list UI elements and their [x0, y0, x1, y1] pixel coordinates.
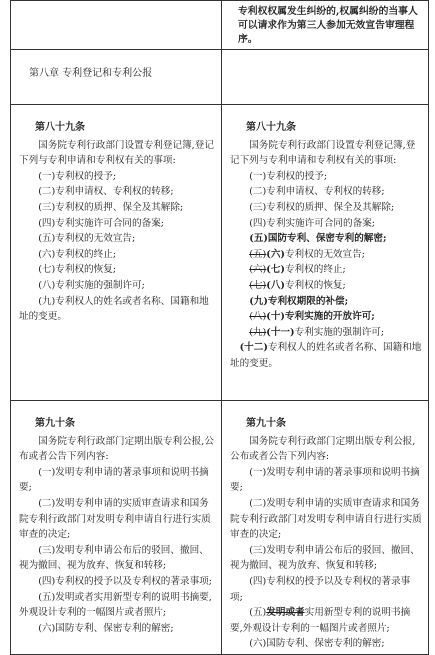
- list-item: (一)专利权的授予;: [249, 170, 328, 182]
- list-item: (六)国防专利、保密专利的解密;: [249, 638, 385, 650]
- list-item: (二)发明专利申请的实质审查请求和国务院专利行政部门对发明专利申请自行进行实质审查的决定;: [230, 497, 422, 541]
- article-intro: 国务院专利行政部门定期出版专利公报,公布或者公告下列内容:: [19, 435, 214, 463]
- deleted-number: (六): [249, 264, 267, 276]
- article-90-left: [11, 401, 222, 655]
- article-intro: 国务院专利行政部门定期出版专利公报,公布或者公告下列内容:: [230, 435, 416, 463]
- inserted-item: (五)国防专利、保密专利的解密;: [249, 233, 387, 245]
- comparison-table: [10, 0, 429, 655]
- list-item: (一)发明专利申请的著录事项和说明书摘要;: [230, 466, 420, 494]
- list-item: (一)专利权的授予;: [38, 170, 117, 182]
- new-number: (十一): [266, 326, 295, 338]
- list-item: (八)专利实施的强制许可;: [38, 279, 145, 291]
- list-item: (九)专利权人的姓名或者名称、国籍和地址的变更。: [19, 295, 209, 323]
- new-number: (六): [266, 248, 285, 260]
- inserted-item: (九)专利权期限的补偿;: [249, 295, 349, 307]
- list-item: (五)发明或者实用新型专利的说明书摘要,外观设计专利的一幅图片或者照片;: [19, 591, 212, 619]
- deleted-number: (九): [249, 326, 267, 338]
- chapter-left-cell: [11, 50, 222, 105]
- list-item: (七)专利权的恢复;: [38, 264, 117, 276]
- top-right-cell: [222, 1, 429, 50]
- list-item: (一)发明专利申请的著录事项和说明书摘要;: [19, 466, 209, 494]
- list-item: [230, 278, 422, 294]
- list-item: (三)发明专利申请公布后的驳回、撤回、视为撤回、视为放弃、恢复和转移;: [230, 544, 420, 572]
- list-item: (四)专利实施许可合同的备案;: [249, 217, 376, 229]
- list-item: [230, 605, 422, 636]
- list-item: (三)专利权的质押、保全及其解除;: [249, 201, 395, 213]
- list-item: (四)专利权的授予以及专利权的著录事项;: [38, 575, 212, 587]
- article-intro: 国务院专利行政部门设置专利登记簿,登记下列与专利申请和专利权有关的事项:: [230, 139, 416, 167]
- new-number: (十): [266, 311, 285, 323]
- list-item: (五)专利权的无效宣告;: [38, 233, 136, 245]
- item-text: 专利权的终止;: [284, 264, 346, 276]
- list-item: (三)发明专利申请公布后的驳回、撤回、视为撤回、视为放弃、恢复和转移;: [19, 544, 209, 572]
- article-89-right: [222, 105, 429, 401]
- deleted-number: (八): [249, 311, 267, 323]
- new-number: (八): [266, 279, 285, 291]
- list-item: (六)专利权的终止;: [38, 248, 117, 260]
- item-text: 专利权的恢复;: [284, 279, 346, 291]
- article-90-right: [222, 401, 429, 655]
- deleted-text: 发明或者: [266, 607, 305, 619]
- list-item: [230, 247, 422, 263]
- chapter-heading: 第八章 专利登记和专利公报: [29, 68, 153, 79]
- list-item: (六)国防专利、保密专利的解密;: [38, 622, 174, 634]
- chapter-right-cell: [222, 50, 429, 105]
- list-item: (四)专利实施许可合同的备案;: [38, 217, 165, 229]
- deleted-number: (五): [249, 248, 267, 260]
- item-text: 专利实施的强制许可;: [294, 326, 385, 338]
- list-item: [230, 325, 422, 341]
- item-text: 实用新型专利的说明书摘要,外观设计专利的一幅图片或者照片;: [230, 607, 411, 634]
- list-item: (三)专利权的质押、保全及其解除;: [38, 201, 184, 213]
- list-item: (二)发明专利申请的实质审查请求和国务院专利行政部门对发明专利申请自行进行实质审查的决定;: [19, 497, 211, 541]
- item-text: 专利权人的姓名或者名称、国籍和地址的变更。: [230, 342, 422, 369]
- new-number: (十二): [239, 342, 268, 354]
- list-item: (二)专利申请权、专利权的转移;: [38, 186, 174, 198]
- new-number: (七): [266, 264, 285, 276]
- article-title: 第九十条: [246, 418, 286, 429]
- article-title: 第八十九条: [246, 122, 296, 133]
- top-right-note: 专利权权属发生纠纷的,权属纠纷的当事人可以请求作为第三人参加无效宣告审理程序。: [238, 6, 418, 45]
- list-item: [230, 309, 422, 325]
- article-intro: 国务院专利行政部门设置专利登记簿,登记下列与专利申请和专利权有关的事项:: [19, 139, 214, 167]
- article-89-left: [11, 105, 222, 401]
- list-item: [230, 340, 422, 371]
- list-item: (二)专利申请权、专利权的转移;: [249, 186, 385, 198]
- item-text: 专利实施的开放许可;: [284, 311, 375, 323]
- list-item: (四)专利权的授予以及专利权的著录事项;: [230, 575, 411, 603]
- item-text: 专利权的无效宣告;: [284, 248, 365, 260]
- article-title: 第九十条: [35, 418, 75, 429]
- article-title: 第八十九条: [35, 122, 85, 133]
- top-left-cell: [11, 1, 222, 50]
- comparison-table-page: [10, 0, 428, 650]
- deleted-number: (七): [249, 279, 267, 291]
- list-item: [230, 262, 422, 278]
- item-number: (五): [249, 607, 267, 619]
